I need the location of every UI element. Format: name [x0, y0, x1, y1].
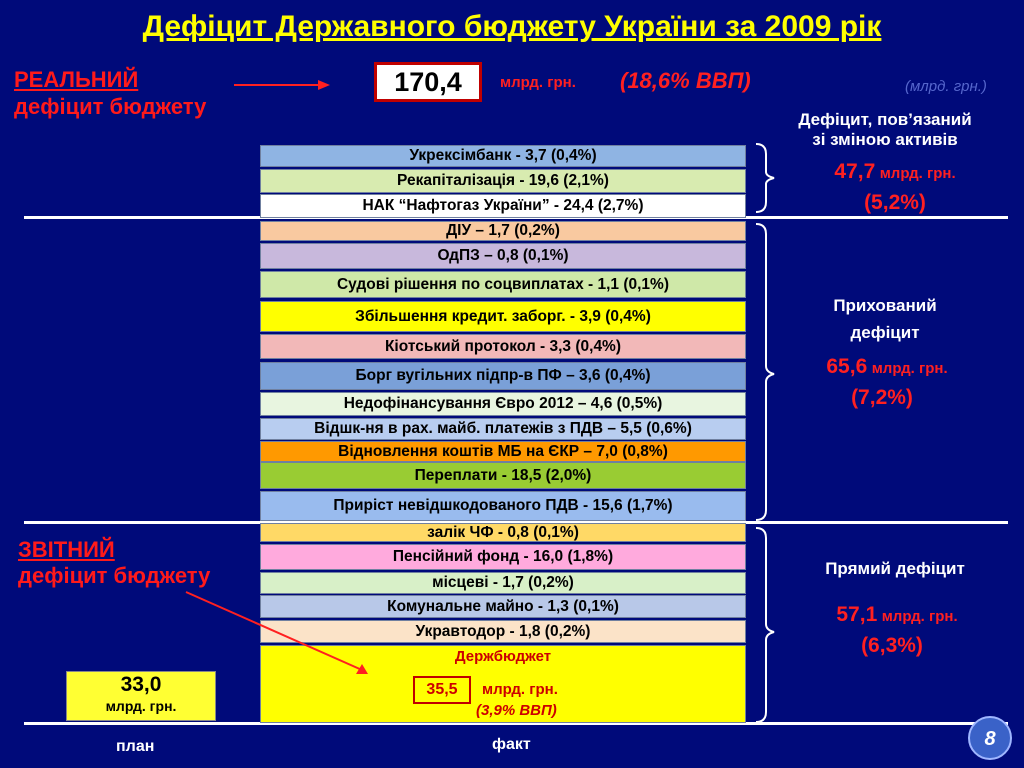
budget-unit: млрд. грн.: [482, 681, 558, 698]
direct-group-pct: (6,3%): [861, 634, 923, 657]
reported-deficit-label: [18, 537, 210, 589]
bar-segment: [260, 392, 746, 416]
bar-segment-label: Відшк-ня в рах. майб. платежів з ПДВ – 5,5 (0,6%): [314, 420, 692, 437]
bar-segment-label: Пенсійний фонд - 16,0 (1,8%): [392, 548, 614, 565]
bar-segment: [260, 441, 746, 462]
assets-group-value: [760, 160, 1024, 184]
bar-segment: [260, 194, 746, 218]
bar-segment-label: Недофінансування Євро 2012 – 4,6 (0,5%): [343, 395, 663, 412]
bar-segment: [260, 221, 746, 241]
reported-deficit-line1: ЗВІТНИЙ: [18, 537, 115, 562]
bar-segment: [260, 243, 746, 269]
bar-segment: [260, 462, 746, 489]
brace-direct: [756, 528, 774, 722]
hidden-group-pct: (7,2%): [851, 386, 913, 409]
budget-value: 35,5: [413, 676, 471, 704]
bar-segment: [260, 491, 746, 521]
assets-group-title: [760, 110, 1010, 150]
x-label-plan: план: [116, 738, 155, 755]
bar-segment: [260, 334, 746, 359]
hidden-group-title-line2: дефіцит: [850, 323, 920, 342]
real-deficit-line2: дефіцит бюджету: [14, 94, 207, 119]
assets-group-pct: (5,2%): [864, 191, 926, 214]
real-deficit-label: [14, 66, 206, 120]
hidden-group-value: [752, 355, 1022, 379]
bar-segment-label: Приріст невідшкодованого ПДВ - 15,6 (1,7%): [333, 497, 673, 514]
bar-segment-label: Укравтодор - 1,8 (0,2%): [415, 622, 591, 640]
bar-segment-label: Борг вугільних підпр-в ПФ – 3,6 (0,4%): [355, 367, 651, 384]
reported-deficit-line2: дефіцит бюджету: [18, 563, 211, 588]
bar-segment: [260, 301, 746, 332]
bar-segment-label: Комунальне майно - 1,3 (0,1%): [387, 597, 619, 615]
bar-segment: [260, 418, 746, 440]
x-label-fact: факт: [492, 736, 531, 753]
bar-segment-label: Укрексімбанк - 3,7 (0,4%): [409, 147, 597, 164]
bar-segment-label: Переплати - 18,5 (2,0%): [414, 466, 592, 484]
assets-group-unit: млрд. грн.: [879, 165, 956, 182]
bar-segment: [260, 271, 746, 298]
real-deficit-line1: РЕАЛЬНИЙ: [14, 67, 139, 92]
direct-group-amount: 57,1: [836, 603, 878, 626]
direct-group-title: Прямий дефіцит: [825, 559, 965, 578]
bar-segment: [260, 145, 746, 167]
total-deficit-gdp: (18,6% ВВП): [620, 68, 751, 93]
bar-segment: [260, 544, 746, 570]
budget-gdp: (3,9% ВВП): [476, 702, 557, 719]
page-title: Дефіцит Державного бюджету України за 2009 рік: [142, 10, 882, 43]
direct-group-unit: млрд. грн.: [881, 608, 958, 625]
bar-segment-label: ОдПЗ – 0,8 (0,1%): [437, 247, 569, 264]
bar-segment-label: залік ЧФ - 0,8 (0,1%): [427, 523, 579, 541]
plan-unit: млрд. грн.: [105, 698, 177, 714]
assets-group-title-line1: Дефіцит, пов’язаний: [798, 110, 972, 129]
group-braces: [752, 140, 782, 730]
bar-segment-label: місцеві - 1,7 (0,2%): [432, 574, 574, 591]
plan-value: 33,0: [120, 673, 162, 696]
bar-segment-label: НАК “Нафтогаз України” - 24,4 (2,7%): [362, 197, 644, 214]
units-note: (млрд. грн.): [905, 78, 987, 95]
bar-segment-label: Кіотський протокол - 3,3 (0,4%): [384, 337, 622, 355]
brace-assets: [756, 144, 774, 212]
hidden-group-unit: млрд. грн.: [871, 360, 948, 377]
total-deficit-value: 170,4: [374, 62, 482, 102]
bar-segment-label: Збільшення кредит. заборг. - 3,9 (0,4%): [355, 307, 651, 325]
hidden-group-amount: 65,6: [826, 355, 868, 378]
brace-hidden: [756, 224, 774, 520]
assets-group-amount: 47,7: [834, 160, 876, 183]
hidden-group-title-line1: Прихований: [833, 296, 937, 315]
arrow-right-icon: [232, 78, 332, 92]
bar-segment-label: ДІУ – 1,7 (0,2%): [446, 222, 560, 239]
budget-label: Держбюджет: [454, 648, 552, 665]
hidden-group-title: [760, 292, 1010, 346]
bar-segment-label: Судові рішення по соцвиплатах - 1,1 (0,1%): [336, 275, 670, 293]
arrow-to-budget-icon: [180, 586, 380, 682]
page-number: 8: [968, 716, 1012, 760]
bar-segment-label: Рекапіталізація - 19,6 (2,1%): [397, 172, 609, 189]
total-deficit-unit: млрд. грн.: [500, 74, 576, 91]
plan-bar: [66, 671, 216, 721]
bar-segment-label: Відновлення коштів МБ на ЄКР – 7,0 (0,8%): [338, 442, 668, 460]
bar-segment: [260, 362, 746, 390]
bar-segment: [260, 523, 746, 542]
assets-group-title-line2: зі зміною активів: [812, 130, 958, 149]
bar-segment: [260, 169, 746, 193]
direct-group-value: [762, 603, 1024, 627]
